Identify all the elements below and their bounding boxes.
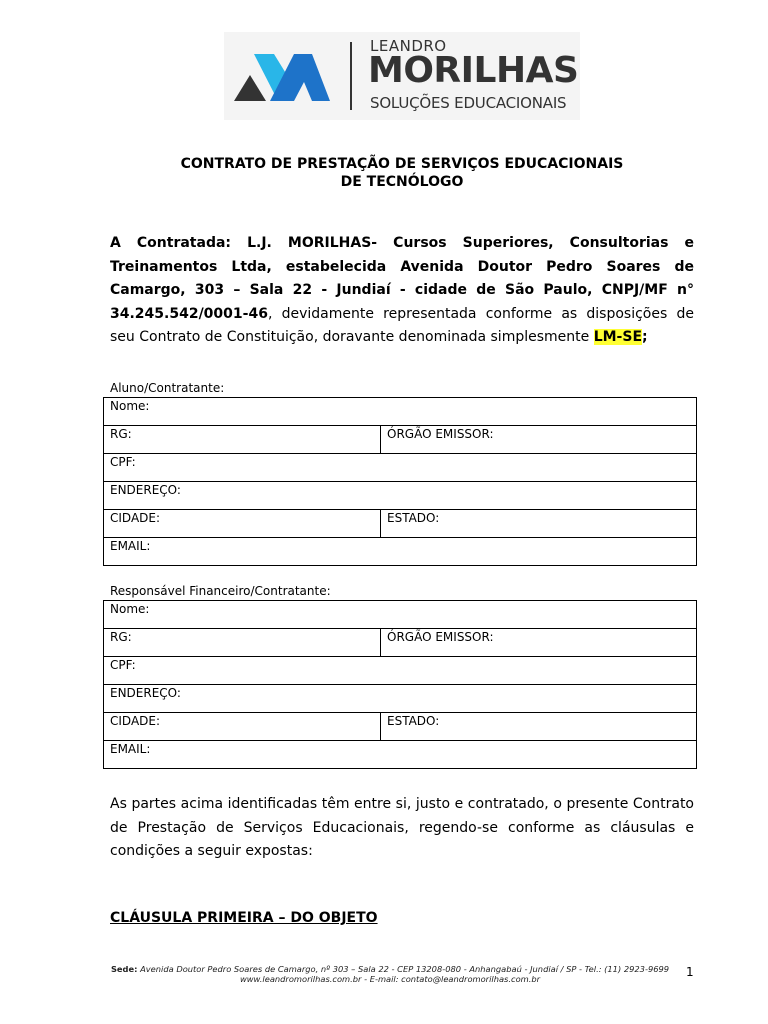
resp-email-field[interactable]: EMAIL: (104, 741, 697, 769)
title-line-1: CONTRATO DE PRESTAÇÃO DE SERVIÇOS EDUCACIONAIS (180, 156, 624, 172)
intro-end: ; (642, 329, 648, 345)
aluno-cidade-field[interactable]: CIDADE: (104, 510, 381, 538)
aluno-email-field[interactable]: EMAIL: (104, 538, 697, 566)
resp-cidade-field[interactable]: CIDADE: (104, 713, 381, 741)
clause-heading: CLÁUSULA PRIMEIRA – DO OBJETO (110, 910, 378, 926)
agreement-paragraph: As partes acima identificadas têm entre si, justo e contratado, o presente Contrato de Prestação de Serviços Educacionais, regendo-se conforme as cláusulas e condições a seguir expostas: (110, 796, 694, 859)
intro-bold: A Contratada: L.J. MORILHAS- Cursos Superiores, Consultorias e Treinamentos Ltda, estabelecida Avenida Doutor Pedro Soares de Camargo, 303 – Sala 22 - Jundiaí - cidade de São Paulo, CNPJ/MF n° 34.245.542/0001-46 (110, 235, 694, 322)
responsavel-form-table (103, 600, 697, 769)
logo-divider (350, 42, 352, 110)
highlight-lmse: LM-SE (593, 329, 643, 345)
responsavel-caption: Responsável Financeiro/Contratante: (110, 584, 331, 598)
resp-cpf-field[interactable]: CPF: (104, 657, 697, 685)
footer-contact: www.leandromorilhas.com.br - E-mail: contato@leandromorilhas.com.br (239, 974, 541, 984)
aluno-rg-field[interactable]: RG: (104, 426, 381, 454)
logo-main-text: MORILHAS (368, 50, 579, 91)
page-footer (100, 964, 680, 984)
intro-regular: , devidamente representada conforme as disposições de seu Contrato de Constituição, doravante denominada simplesmente (110, 305, 694, 345)
resp-orgao-field[interactable]: ÓRGÃO EMISSOR: (381, 629, 697, 657)
resp-estado-field[interactable]: ESTADO: (381, 713, 697, 741)
footer-address: Avenida Doutor Pedro Soares de Camargo, nº 303 – Sala 22 - CEP 13208-080 - Anhangabaú - Jundiaí / SP - Tel.: (11) 2923-9699 (140, 964, 670, 974)
aluno-estado-field[interactable]: ESTADO: (381, 510, 697, 538)
footer-label: Sede: (110, 964, 138, 974)
company-logo (224, 32, 580, 120)
resp-endereco-field[interactable]: ENDEREÇO: (104, 685, 697, 713)
aluno-cpf-field[interactable]: CPF: (104, 454, 697, 482)
aluno-endereco-field[interactable]: ENDEREÇO: (104, 482, 697, 510)
document-title (110, 155, 694, 191)
aluno-form-table (103, 397, 697, 566)
logo-top-text: LEANDRO (370, 37, 447, 55)
aluno-nome-field[interactable]: Nome: (104, 398, 697, 426)
intro-paragraph (110, 232, 694, 350)
resp-nome-field[interactable]: Nome: (104, 601, 697, 629)
title-line-2: DE TECNÓLOGO (340, 174, 464, 190)
logo-sub-text: SOLUÇÕES EDUCACIONAIS (370, 94, 567, 112)
resp-rg-field[interactable]: RG: (104, 629, 381, 657)
page-number: 1 (686, 965, 694, 979)
aluno-orgao-field[interactable]: ÓRGÃO EMISSOR: (381, 426, 697, 454)
logo-mark-icon (224, 32, 344, 120)
aluno-caption: Aluno/Contratante: (110, 381, 225, 395)
